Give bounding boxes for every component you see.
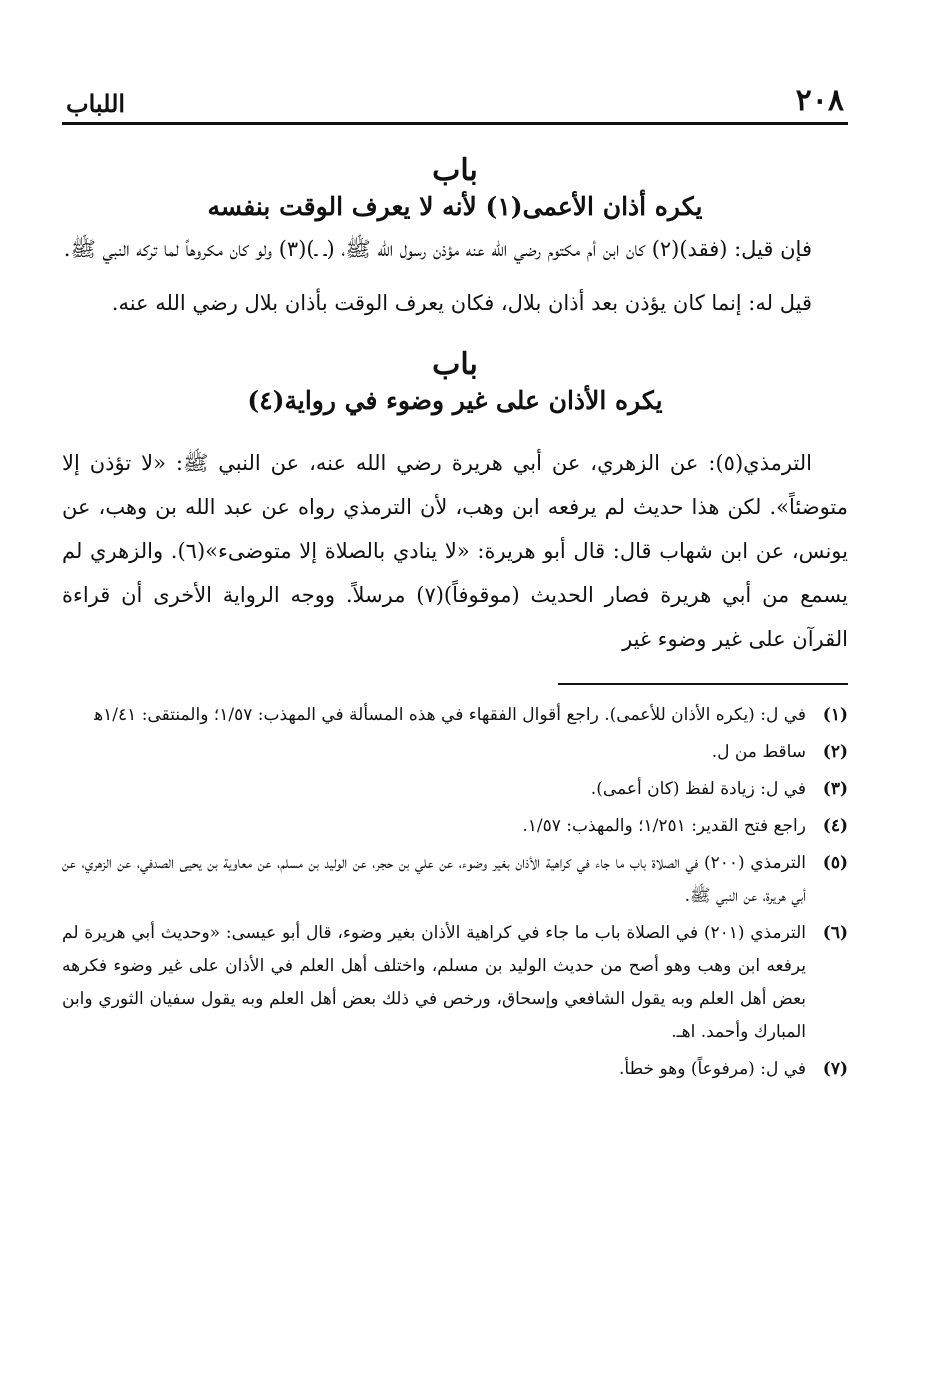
footnote-1 xyxy=(62,699,848,732)
footnote-number: (٦) xyxy=(822,923,848,943)
footnote-6 xyxy=(62,917,848,1049)
section-1-paragraph-2: قيل له: إنما كان يؤذن بعد أذان بلال، فكان يعرف الوقت بأذان بلال رضي الله عنه. xyxy=(111,291,812,315)
footnote-3 xyxy=(62,773,848,806)
footnote-text: راجع فتح القدير: ١/٢٥١؛ والمهذب: ١/٥٧. xyxy=(522,816,806,836)
footnote-text: الترمذي (٢٠٠) في الصلاة باب ما جاء في كراهية الأذان بغير وضوء، عن علي بن حجر، عن الوليد بن مسلم، عن معاوية بن يحيى الصدفي، عن الزهري، عن أبي هريرة، عن النبي ﷺ. xyxy=(62,853,806,906)
footnote-text: في ل: (مرفوعاً) وهو خطأ. xyxy=(619,1059,806,1079)
page-header xyxy=(62,78,848,125)
section-1-bab-heading: باب xyxy=(432,153,478,188)
footnote-4 xyxy=(62,810,848,843)
footnote-number: (٧) xyxy=(822,1059,848,1079)
footnote-text: الترمذي (٢٠١) في الصلاة باب ما جاء في كراهية الأذان بغير وضوء، قال أبو عيسى: «وحديث أبي هريرة لم يرفعه ابن وهب وهو أصح من حديث الوليد بن مسلم، واختلف أهل العلم في الأذان على غير وضوء فكرهه بعض أهل العلم وبه يقول الشافعي وإسحاق، ورخص في ذلك بعض أهل العلم وبه يقول سفيان الثوري وابن المبارك وأحمد. اهـ. xyxy=(62,923,806,1042)
book-page xyxy=(62,78,848,1090)
footnote-number: (٥) xyxy=(822,853,848,873)
footnote-5 xyxy=(62,847,848,913)
footnote-7 xyxy=(62,1053,848,1086)
footnote-text: ساقط من ل. xyxy=(711,742,806,762)
section-2-bab-heading: باب xyxy=(432,347,478,382)
section-2-title: يكره الأذان على غير وضوء في رواية(٤) xyxy=(247,386,663,415)
footnote-2 xyxy=(62,736,848,769)
footnotes xyxy=(62,699,848,1086)
footnote-number: (٢) xyxy=(822,742,848,762)
footnote-number: (٣) xyxy=(822,779,848,799)
section-1-title: يكره أذان الأعمى(١) لأنه لا يعرف الوقت بنفسه xyxy=(207,192,703,221)
footnote-number: (٤) xyxy=(822,816,848,836)
footnote-separator xyxy=(558,683,848,685)
footnote-text: في ل: زيادة لفظ (كان أعمى). xyxy=(590,779,806,799)
page-number: ٢٠٨ xyxy=(795,83,844,118)
book-title: اللباب xyxy=(66,89,126,118)
footnote-number: (١) xyxy=(822,705,848,725)
section-1-paragraph-1: فإن قيل: (فقد)(٢) كان ابن أم مكتوم رضي الله عنه مؤذن رسول الله ﷺ، (ـ ـ)(٣) ولو كان مكروهاً لما تركه النبي ﷺ. xyxy=(63,237,812,261)
section-2-paragraph-1: الترمذي(٥): عن الزهري، عن أبي هريرة رضي الله عنه، عن النبي ﷺ: «لا تؤذن إلا متوضئاً». لكن هذا حديث لم يرفعه ابن وهب، لأن الترمذي رواه عن عبد الله بن وهب، عن يونس، عن ابن شهاب قال: قال أبو هريرة: «لا ينادي بالصلاة إلا متوضىء»(٦). والزهري لم يسمع من أبي هريرة فصار الحديث (موقوفاً)(٧) مرسلاً. ووجه الرواية الأخرى أن قراءة القرآن على غير وضوء غير xyxy=(62,451,848,651)
footnote-text: في ل: (يكره الأذان للأعمى). راجع أقوال الفقهاء في هذه المسألة في المهذب: ١/٥٧؛ والمنتقى: ١/٤١ﻫ xyxy=(94,705,806,725)
